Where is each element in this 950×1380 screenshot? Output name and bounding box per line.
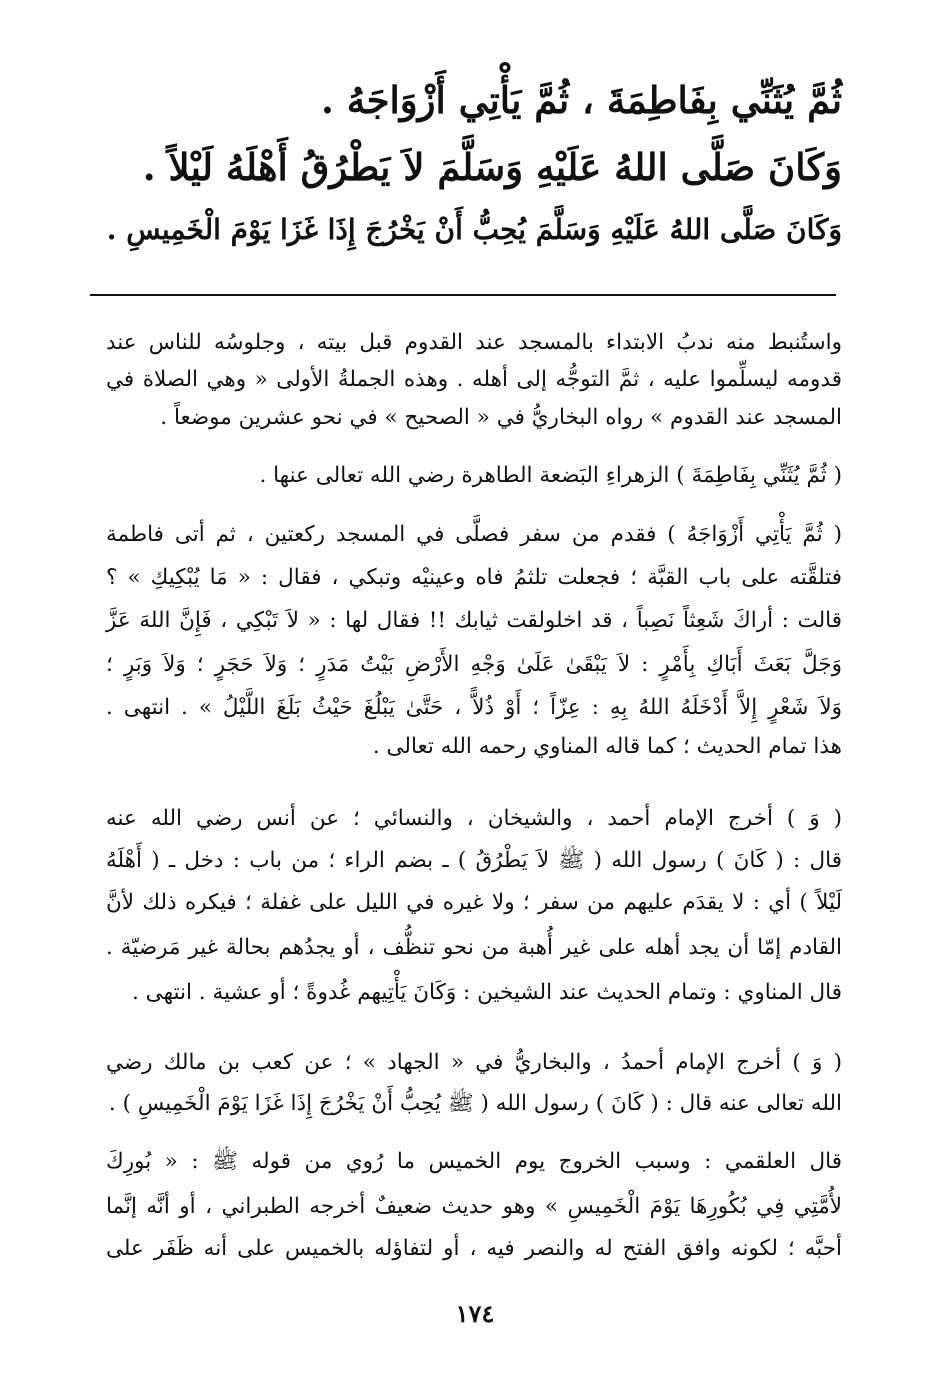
commentary-line: لَيْلاً ) أي : لا يقدَم عليهم من سفر ؛ ولا غيره في الليل على غفلة ؛ فيكره ذلك لأنَّ — [106, 890, 842, 915]
commentary-line: القادم إمّا أن يجد أهله على غير أُهبة من نحو تنظُّف ، أو يجدُهم بحالة غير مَرضيّة . — [106, 935, 842, 960]
page-number: ١٧٤ — [455, 1299, 495, 1328]
commentary-line: قدومه ليسلِّموا عليه ، ثمَّ التوجُّه إلى أهله . وهذه الجملةُ الأولى « وهي الصلاة في — [106, 367, 842, 392]
commentary-line: وَلاَ شَعْرٍ إِلاَّ أَدْخَلَهُ اللهُ بِهِ : عِزّاً ؛ أَوْ ذُلاًّ ، حَتَّىٰ يَبْلُغَ حَيْثُ بَلَغَ اللَّيْلُ » . انتهى . — [106, 695, 842, 720]
commentary-line: ( ثُمَّ يَأْتِي أَزْوَاجَهُ ) فقدم من سفر فصلَّى في المسجد ركعتين ، ثم أتى فاطمة — [106, 522, 842, 547]
commentary-line: أحبَّه ؛ لكونه وافق الفتح له والنصر فيه ، أو لتفاؤله بالخميس على أنه ظَفَر على — [106, 1236, 842, 1261]
commentary-line: المسجد عند القدوم » رواه البخاريُّ في « الصحيح » في نحو عشرين موضعاً . — [160, 405, 842, 430]
commentary-line: لأُمَّتِي فِي بُكُورِهَا يَوْمَ الْخَمِيسِ » وهو حديث ضعيفٌ أخرجه الطبراني ، أو أنَّه إنَّما — [106, 1194, 842, 1219]
commentary-line: قال : ( كَانَ ) رسول الله ( ﷺ لاَ يَطْرُقُ ) ـ بضم الراء ؛ من باب : دخل ـ ( أَهْلَهُ — [106, 848, 842, 873]
main-text-line: وَكَانَ صَلَّى اللهُ عَلَيْهِ وَسَلَّمَ يُحِبُّ أَنْ يَخْرُجَ إِذَا غَزَا يَوْمَ الْخَمِيسِ . — [106, 213, 842, 246]
main-text-line: وَكَانَ صَلَّى اللهُ عَلَيْهِ وَسَلَّمَ لاَ يَطْرُقُ أَهْلَهُ لَيْلاً . — [142, 145, 842, 189]
commentary-line: قال المناوي : وتمام الحديث عند الشيخين : وَكَانَ يَأْتِيهم غُدوةً ؛ أو عشية . انتهى . — [132, 980, 842, 1005]
commentary-line: فتلقَّته على باب القبَّة ؛ فجعلت تلثمُ فاه وعينيْه وتبكي ، فقال : « مَا يُبْكِيكِ » ؟ — [106, 565, 842, 590]
commentary-line: وَجَلَّ بَعَثَ أَبَاكِ بِأَمْرٍ : لاَ يَبْقَىٰ عَلَىٰ وَجْهِ الأَرْضِ بَيْتُ مَدَرٍ ؛ وَلاَ حَجَرٍ ؛ وَلاَ وَبَرٍ ؛ — [106, 652, 842, 677]
commentary-line: هذا تمام الحديث ؛ كما قاله المناوي رحمه الله تعالى . — [372, 734, 842, 759]
commentary-line: ( ثُمَّ يُثَنِّي بِفَاطِمَةَ ) الزهراءِ البَضعة الطاهرة رضي الله تعالى عنها . — [259, 463, 842, 488]
commentary-line: قالت : أراكَ شَعِثاً نَصِباً ، قد اخلولقت ثيابك !! فقال لها : « لاَ تَبْكِي ، فَإِنَّ اللهَ عَزَّ — [106, 608, 842, 633]
commentary-line: واستُنبط منه ندبُ الابتداء بالمسجد عند القدوم قبل بيته ، وجلوسُه للناس عند — [106, 330, 842, 355]
main-text-line: ثُمَّ يُثَنِّي بِفَاطِمَةَ ، ثُمَّ يَأْتِي أَزْوَاجَهُ . — [321, 78, 842, 122]
separator-line — [90, 294, 836, 296]
commentary-line: ( وَ ) أخرج الإمام أحمدُ ، والبخاريُّ في « الجهاد » ؛ عن كعب بن مالك رضي — [106, 1050, 842, 1075]
commentary-line: قال العلقمي : وسبب الخروج يوم الخميس ما رُوي من قوله ﷺ : « بُورِكَ — [106, 1149, 842, 1174]
commentary-line: ( وَ ) أخرج الإمام أحمد ، والشيخان ، والنسائي ؛ عن أنس رضي الله عنه — [106, 806, 842, 831]
commentary-line: الله تعالى عنه قال : ( كَانَ ) رسول الله ( ﷺ يُحِبُّ أَنْ يَخْرُجَ إِذَا غَزَا يَوْمَ الْخَمِيسِ ) . — [108, 1091, 842, 1116]
